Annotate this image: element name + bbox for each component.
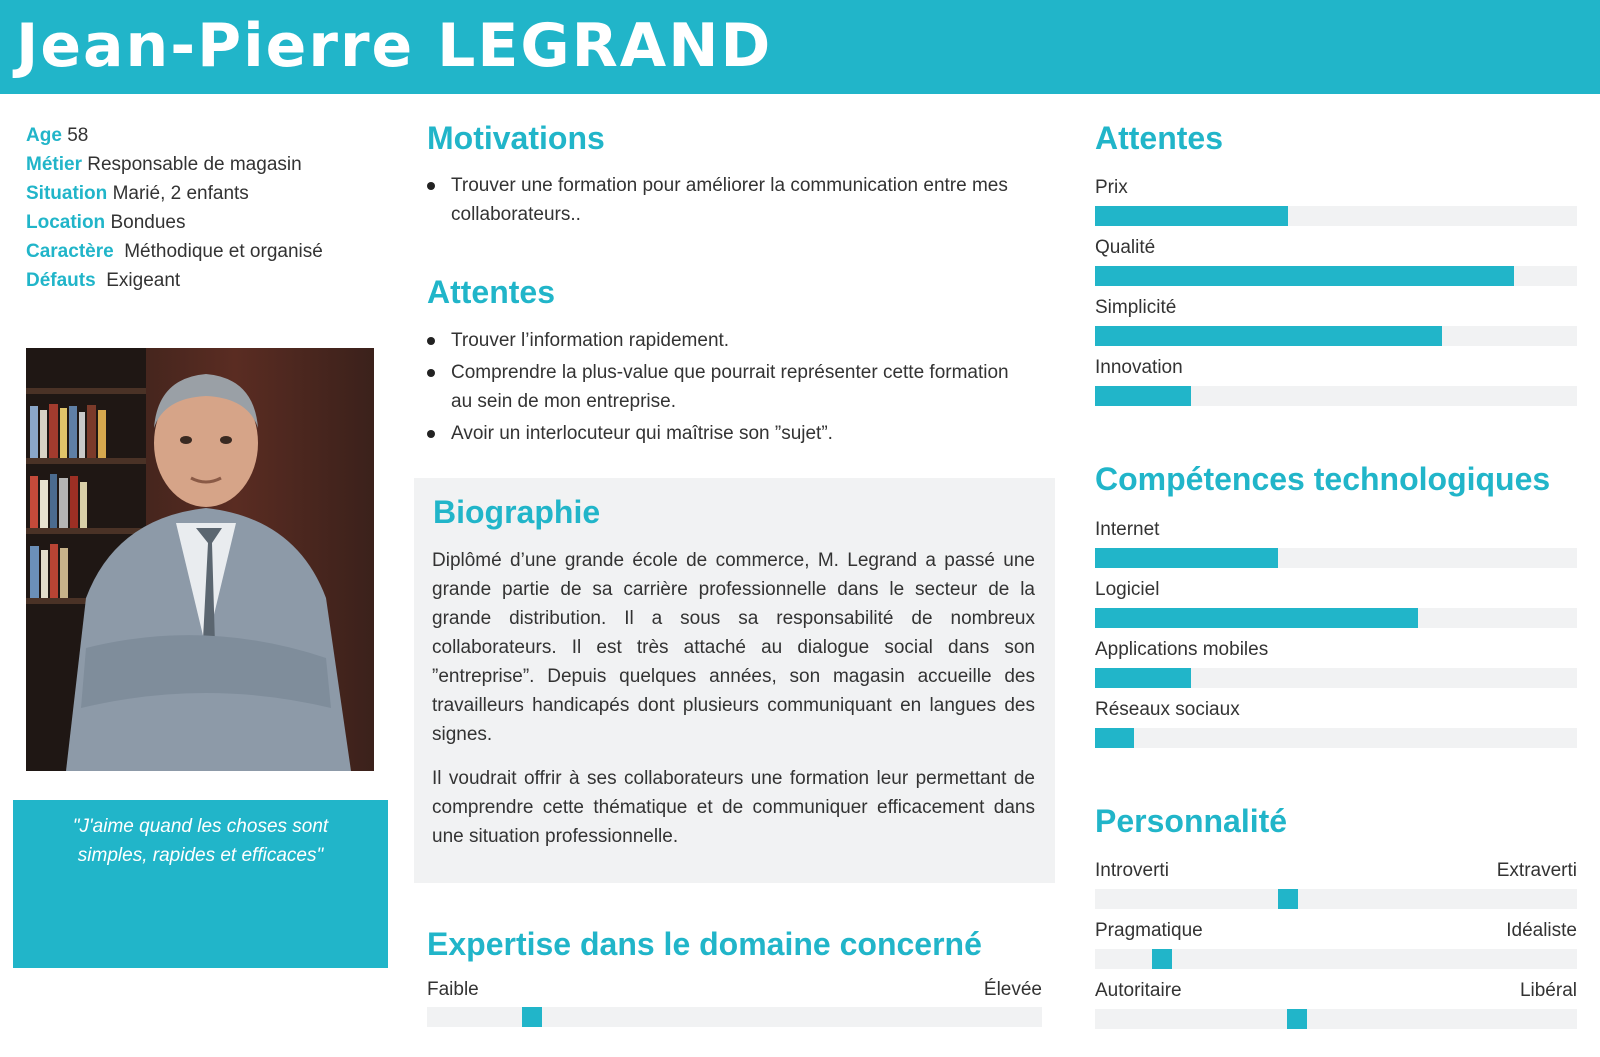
profile-row-caractere: Caractère Méthodique et organisé [26, 241, 323, 262]
list-item: Trouver l’information rapidement. [425, 326, 1015, 355]
bar-track-reseaux-sociaux [1095, 728, 1577, 748]
bar-fill-logiciel [1095, 608, 1418, 628]
list-item: Trouver une formation pour améliorer la communication entre mes collaborateurs.. [425, 171, 1015, 229]
bar-fill-reseaux-sociaux [1095, 728, 1134, 748]
bar-fill-internet [1095, 548, 1278, 568]
bar-label-internet: Internet [1095, 519, 1160, 540]
expertise-title: Expertise dans le domaine concerné [427, 926, 982, 962]
profile-row-age: Age 58 [26, 125, 89, 146]
biography-panel [414, 478, 1055, 883]
trait-left-label: Autoritaire [1095, 980, 1182, 1001]
bar-label-simplicite: Simplicité [1095, 297, 1177, 318]
profile-row-metier: Métier Responsable de magasin [26, 154, 302, 175]
personnalite-title: Personnalité [1095, 803, 1288, 839]
trait-right-label: Extraverti [1496, 860, 1577, 881]
expertise-low-label: Faible [427, 979, 479, 1000]
bar-track-qualite [1095, 266, 1577, 286]
bar-label-innovation: Innovation [1095, 357, 1183, 378]
expertise-scale [427, 1007, 1042, 1027]
bar-track-simplicite [1095, 326, 1577, 346]
biography-paragraph-1: Diplômé d’une grande école de commerce, M. Legrand a passé une grande partie de sa carrière professionnelle dans le secteur de la grande distribution. Il a sous sa responsabilité de nombreux collaborateurs. Il est très attaché au dialogue social dans son ”entreprise”. Depuis quelques années, son magasin accueille des travailleurs handicapés dont plusieurs communiquant en langues des signes. [432, 550, 1035, 745]
trait-scale-introverti-extraverti [1095, 889, 1577, 909]
bar-fill-innovation [1095, 386, 1191, 406]
trait-marker [1152, 949, 1172, 969]
trait-scale-autoritaire-liberal [1095, 1009, 1577, 1029]
profile-row-defauts: Défauts Exigeant [26, 270, 181, 291]
profile-row-situation: Situation Marié, 2 enfants [26, 183, 249, 204]
attentes-list [425, 326, 1015, 451]
bar-label-logiciel: Logiciel [1095, 579, 1160, 600]
persona-photo [26, 348, 374, 771]
profile-details [26, 121, 366, 295]
trait-right-label: Idéaliste [1506, 920, 1577, 941]
portrait-illustration [26, 348, 374, 771]
bar-fill-applications-mobiles [1095, 668, 1191, 688]
bar-track-internet [1095, 548, 1577, 568]
expertise-marker [522, 1007, 542, 1027]
trait-marker [1278, 889, 1298, 909]
motivations-title: Motivations [427, 120, 605, 156]
biography-title: Biographie [433, 494, 601, 530]
attentes-list-title: Attentes [427, 274, 556, 310]
header-banner [0, 0, 1600, 94]
persona-quote: "J'aime quand les choses sont simples, rapides et efficaces" [72, 816, 329, 866]
trait-left-label: Pragmatique [1095, 920, 1203, 941]
attentes-bars-title: Attentes [1095, 120, 1224, 156]
bar-track-innovation [1095, 386, 1577, 406]
competences-title: Compétences technologiques [1095, 461, 1551, 497]
bar-label-prix: Prix [1095, 177, 1128, 198]
motivations-list [425, 171, 1015, 232]
trait-scale-pragmatique-idealiste [1095, 949, 1577, 969]
bar-label-reseaux-sociaux: Réseaux sociaux [1095, 699, 1240, 720]
bar-track-applications-mobiles [1095, 668, 1577, 688]
bar-label-qualite: Qualité [1095, 237, 1156, 258]
profile-row-location: Location Bondues [26, 212, 186, 233]
bar-label-applications-mobiles: Applications mobiles [1095, 639, 1269, 660]
persona-name: Jean-Pierre LEGRAND [16, 11, 773, 81]
bar-fill-qualite [1095, 266, 1514, 286]
expertise-high-label: Élevée [983, 979, 1042, 1000]
bar-track-prix [1095, 206, 1577, 226]
list-item: Avoir un interlocuteur qui maîtrise son ”sujet”. [425, 419, 1015, 448]
list-item: Comprendre la plus-value que pourrait représenter cette formation au sein de mon entreprise. [425, 358, 1015, 416]
biography-paragraph-2: Il voudrait offrir à ses collaborateurs une formation leur permettant de comprendre cette thématique et de communiquer efficacement dans une situation professionnelle. [432, 768, 1035, 847]
trait-marker [1287, 1009, 1307, 1029]
bar-fill-simplicite [1095, 326, 1442, 346]
trait-left-label: Introverti [1095, 860, 1169, 881]
quote-box [13, 800, 388, 968]
bar-track-logiciel [1095, 608, 1577, 628]
bar-fill-prix [1095, 206, 1288, 226]
trait-right-label: Libéral [1519, 980, 1577, 1001]
